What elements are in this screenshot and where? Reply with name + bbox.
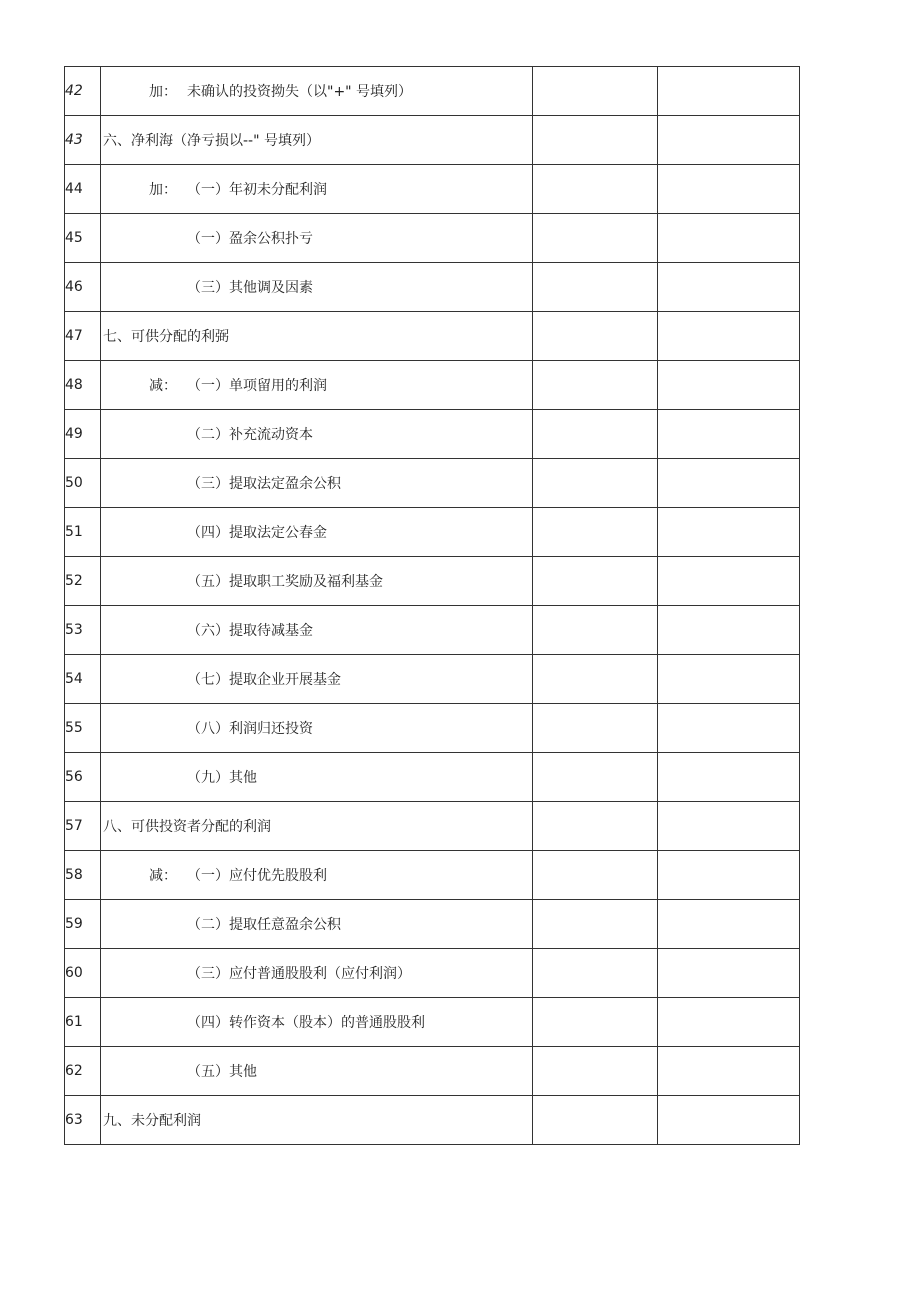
table-row xyxy=(65,1047,800,1096)
value-cell-1[interactable] xyxy=(533,214,658,263)
value-cell-1[interactable] xyxy=(533,1047,658,1096)
value-cell-2[interactable] xyxy=(658,802,800,851)
value-cell-2[interactable] xyxy=(658,459,800,508)
value-cell-2[interactable] xyxy=(658,214,800,263)
row-label: （八）利润归还投资 xyxy=(187,721,313,737)
row-number: 61 xyxy=(65,998,101,1047)
row-label: （六）提取待减基金 xyxy=(187,623,313,639)
table-row xyxy=(65,459,800,508)
value-cell-2[interactable] xyxy=(658,704,800,753)
value-cell-2[interactable] xyxy=(658,851,800,900)
row-item-cell xyxy=(101,263,533,312)
value-cell-1[interactable] xyxy=(533,851,658,900)
row-number: 43 xyxy=(65,116,101,165)
row-label: 未确认的投资拗失（以"+" 号填列） xyxy=(187,84,413,100)
row-number: 59 xyxy=(65,900,101,949)
table-row xyxy=(65,949,800,998)
row-number: 58 xyxy=(65,851,101,900)
row-label: （九）其他 xyxy=(187,770,257,786)
row-number: 53 xyxy=(65,606,101,655)
row-item-cell xyxy=(101,606,533,655)
table-row xyxy=(65,508,800,557)
table-row xyxy=(65,802,800,851)
row-label: （二）补充流动资本 xyxy=(187,427,313,443)
row-label: （七）提取企业开展基金 xyxy=(187,672,341,688)
row-label: （四）提取法定公春金 xyxy=(187,525,327,541)
value-cell-1[interactable] xyxy=(533,410,658,459)
row-item-cell xyxy=(101,165,533,214)
row-number: 50 xyxy=(65,459,101,508)
row-label: （一）单项留用的利润 xyxy=(187,378,327,394)
table-row xyxy=(65,410,800,459)
row-label: （四）转作资本（股本）的普通股股利 xyxy=(187,1015,425,1031)
value-cell-1[interactable] xyxy=(533,361,658,410)
table-row xyxy=(65,116,800,165)
value-cell-2[interactable] xyxy=(658,410,800,459)
row-item-cell xyxy=(101,410,533,459)
value-cell-2[interactable] xyxy=(658,1096,800,1145)
value-cell-1[interactable] xyxy=(533,1096,658,1145)
row-label: （三）提取法定盈余公积 xyxy=(187,476,341,492)
value-cell-1[interactable] xyxy=(533,753,658,802)
row-number: 62 xyxy=(65,1047,101,1096)
value-cell-2[interactable] xyxy=(658,165,800,214)
row-item-cell xyxy=(101,851,533,900)
value-cell-1[interactable] xyxy=(533,165,658,214)
table-row xyxy=(65,557,800,606)
value-cell-1[interactable] xyxy=(533,655,658,704)
value-cell-1[interactable] xyxy=(533,459,658,508)
row-item-cell xyxy=(101,508,533,557)
table-row xyxy=(65,900,800,949)
row-prefix: 加： xyxy=(149,84,177,100)
row-item-cell xyxy=(101,459,533,508)
table-row xyxy=(65,998,800,1047)
value-cell-2[interactable] xyxy=(658,900,800,949)
row-label: 八、可供投资者分配的利润 xyxy=(103,819,271,835)
value-cell-2[interactable] xyxy=(658,606,800,655)
row-label: 七、可供分配的利弼 xyxy=(103,329,229,345)
value-cell-2[interactable] xyxy=(658,263,800,312)
row-label: 九、未分配利润 xyxy=(103,1113,201,1129)
value-cell-1[interactable] xyxy=(533,116,658,165)
row-item-cell xyxy=(101,655,533,704)
row-number: 56 xyxy=(65,753,101,802)
row-item-cell xyxy=(101,557,533,606)
value-cell-1[interactable] xyxy=(533,557,658,606)
value-cell-2[interactable] xyxy=(658,116,800,165)
row-number: 63 xyxy=(65,1096,101,1145)
value-cell-2[interactable] xyxy=(658,361,800,410)
table-row xyxy=(65,753,800,802)
value-cell-2[interactable] xyxy=(658,557,800,606)
table-row xyxy=(65,851,800,900)
row-item-cell xyxy=(101,361,533,410)
value-cell-1[interactable] xyxy=(533,606,658,655)
value-cell-1[interactable] xyxy=(533,802,658,851)
table-row xyxy=(65,165,800,214)
row-number: 55 xyxy=(65,704,101,753)
row-number: 48 xyxy=(65,361,101,410)
table-row xyxy=(65,655,800,704)
table-row xyxy=(65,214,800,263)
row-number: 52 xyxy=(65,557,101,606)
row-number: 54 xyxy=(65,655,101,704)
row-number: 51 xyxy=(65,508,101,557)
value-cell-1[interactable] xyxy=(533,900,658,949)
value-cell-2[interactable] xyxy=(658,67,800,116)
table-row xyxy=(65,606,800,655)
table-row xyxy=(65,1096,800,1145)
table-row xyxy=(65,361,800,410)
value-cell-2[interactable] xyxy=(658,998,800,1047)
value-cell-1[interactable] xyxy=(533,949,658,998)
row-item-cell xyxy=(101,67,533,116)
row-item-cell xyxy=(101,214,533,263)
value-cell-2[interactable] xyxy=(658,508,800,557)
table-row xyxy=(65,263,800,312)
table-row xyxy=(65,312,800,361)
table-body xyxy=(65,67,800,1145)
profit-distribution-table xyxy=(64,66,800,1145)
row-prefix: 加： xyxy=(149,182,177,198)
value-cell-1[interactable] xyxy=(533,263,658,312)
row-item-cell xyxy=(101,312,533,361)
row-item-cell xyxy=(101,1047,533,1096)
row-number: 49 xyxy=(65,410,101,459)
row-number: 44 xyxy=(65,165,101,214)
row-label: （三）其他调及因素 xyxy=(187,280,313,296)
row-label: 六、净利海（净亏损以--" 号填列） xyxy=(103,133,320,149)
value-cell-1[interactable] xyxy=(533,312,658,361)
table-row xyxy=(65,67,800,116)
row-label: （一）盈余公积扑亏 xyxy=(187,231,313,247)
row-label: （一）应付优先股股利 xyxy=(187,868,327,884)
row-label: （二）提取任意盈余公积 xyxy=(187,917,341,933)
row-item-cell xyxy=(101,900,533,949)
value-cell-1[interactable] xyxy=(533,508,658,557)
value-cell-1[interactable] xyxy=(533,998,658,1047)
table-row xyxy=(65,704,800,753)
row-item-cell xyxy=(101,998,533,1047)
row-label: （三）应付普通股股利（应付利润） xyxy=(187,966,411,982)
value-cell-2[interactable] xyxy=(658,312,800,361)
row-label: （一）年初未分配利润 xyxy=(187,182,327,198)
value-cell-2[interactable] xyxy=(658,949,800,998)
row-prefix: 减： xyxy=(149,378,177,394)
value-cell-2[interactable] xyxy=(658,1047,800,1096)
row-item-cell xyxy=(101,704,533,753)
row-prefix: 减： xyxy=(149,868,177,884)
row-number: 42 xyxy=(65,67,101,116)
row-item-cell xyxy=(101,1096,533,1145)
row-number: 57 xyxy=(65,802,101,851)
value-cell-1[interactable] xyxy=(533,67,658,116)
row-item-cell xyxy=(101,802,533,851)
value-cell-1[interactable] xyxy=(533,704,658,753)
row-label: （五）提取职工奖励及福利基金 xyxy=(187,574,383,590)
row-label: （五）其他 xyxy=(187,1064,257,1080)
value-cell-2[interactable] xyxy=(658,655,800,704)
row-number: 46 xyxy=(65,263,101,312)
row-item-cell xyxy=(101,753,533,802)
row-item-cell xyxy=(101,116,533,165)
row-number: 45 xyxy=(65,214,101,263)
row-number: 60 xyxy=(65,949,101,998)
row-item-cell xyxy=(101,949,533,998)
row-number: 47 xyxy=(65,312,101,361)
value-cell-2[interactable] xyxy=(658,753,800,802)
